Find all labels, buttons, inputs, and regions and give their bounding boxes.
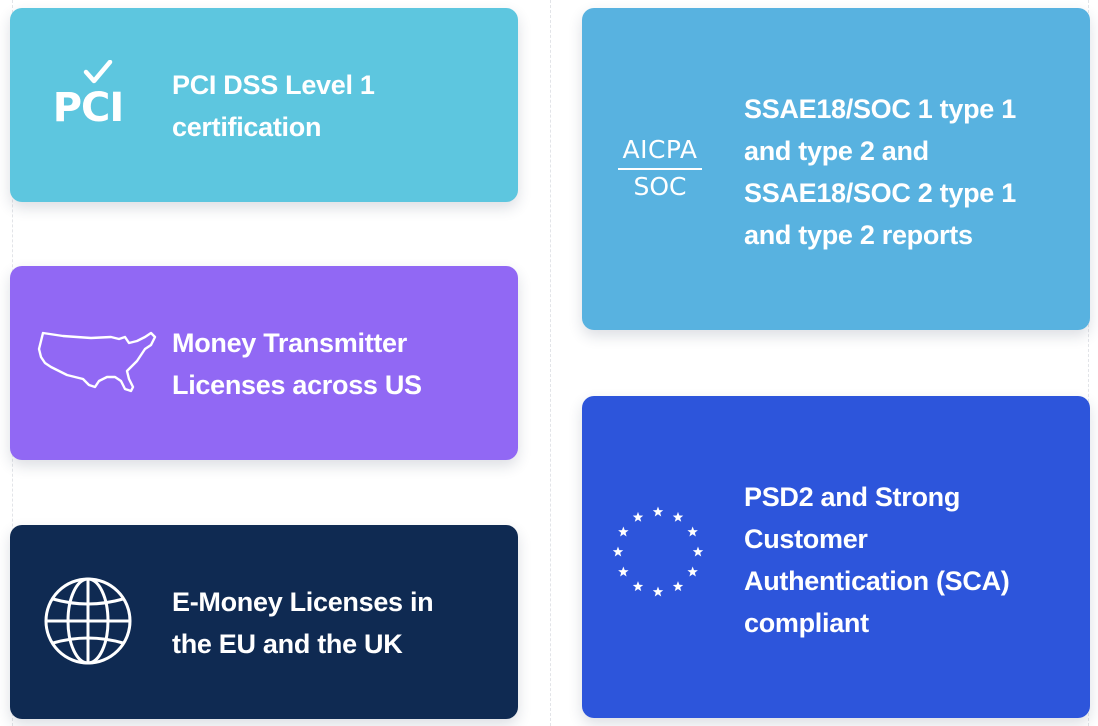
soc-reports-label: SSAE18/SOC 1 type 1 and type 2 and SSAE18/SOC 2 type 1 and type 2 reports — [744, 94, 1016, 250]
aicpa-logo-text: AICPA — [618, 137, 701, 170]
eu-star — [673, 512, 683, 522]
pci-dss-label: PCI DSS Level 1 certification — [172, 70, 375, 142]
eu-star — [633, 512, 643, 522]
eu-star — [693, 547, 703, 557]
eu-star — [633, 581, 643, 591]
us-map-icon — [32, 316, 162, 408]
pci-logo-text: PCI — [52, 85, 124, 131]
e-money-card — [10, 525, 518, 719]
money-transmitter-label: Money Transmitter Licenses across US — [172, 328, 422, 400]
eu-star — [687, 527, 697, 537]
eu-star — [673, 581, 683, 591]
eu-star — [687, 567, 697, 577]
soc-logo-text: SOC — [633, 172, 687, 201]
money-transmitter-card — [10, 266, 518, 460]
psd2-sca-card — [582, 396, 1090, 718]
eu-star — [613, 547, 623, 557]
globe-icon — [40, 573, 136, 669]
eu-star — [618, 527, 628, 537]
pci-logo-icon — [46, 52, 130, 136]
e-money-label: E-Money Licenses in the EU and the UK — [172, 587, 434, 659]
aicpa-soc-logo-icon — [610, 118, 710, 218]
column-divider-middle — [550, 0, 551, 726]
eu-stars-icon — [606, 500, 710, 604]
soc-reports-card — [582, 8, 1090, 330]
eu-star — [653, 587, 663, 597]
eu-star — [618, 567, 628, 577]
psd2-sca-label: PSD2 and Strong Customer Authentication (SCA) compliant — [744, 482, 1010, 638]
eu-star — [653, 507, 663, 517]
pci-dss-card — [10, 8, 518, 202]
